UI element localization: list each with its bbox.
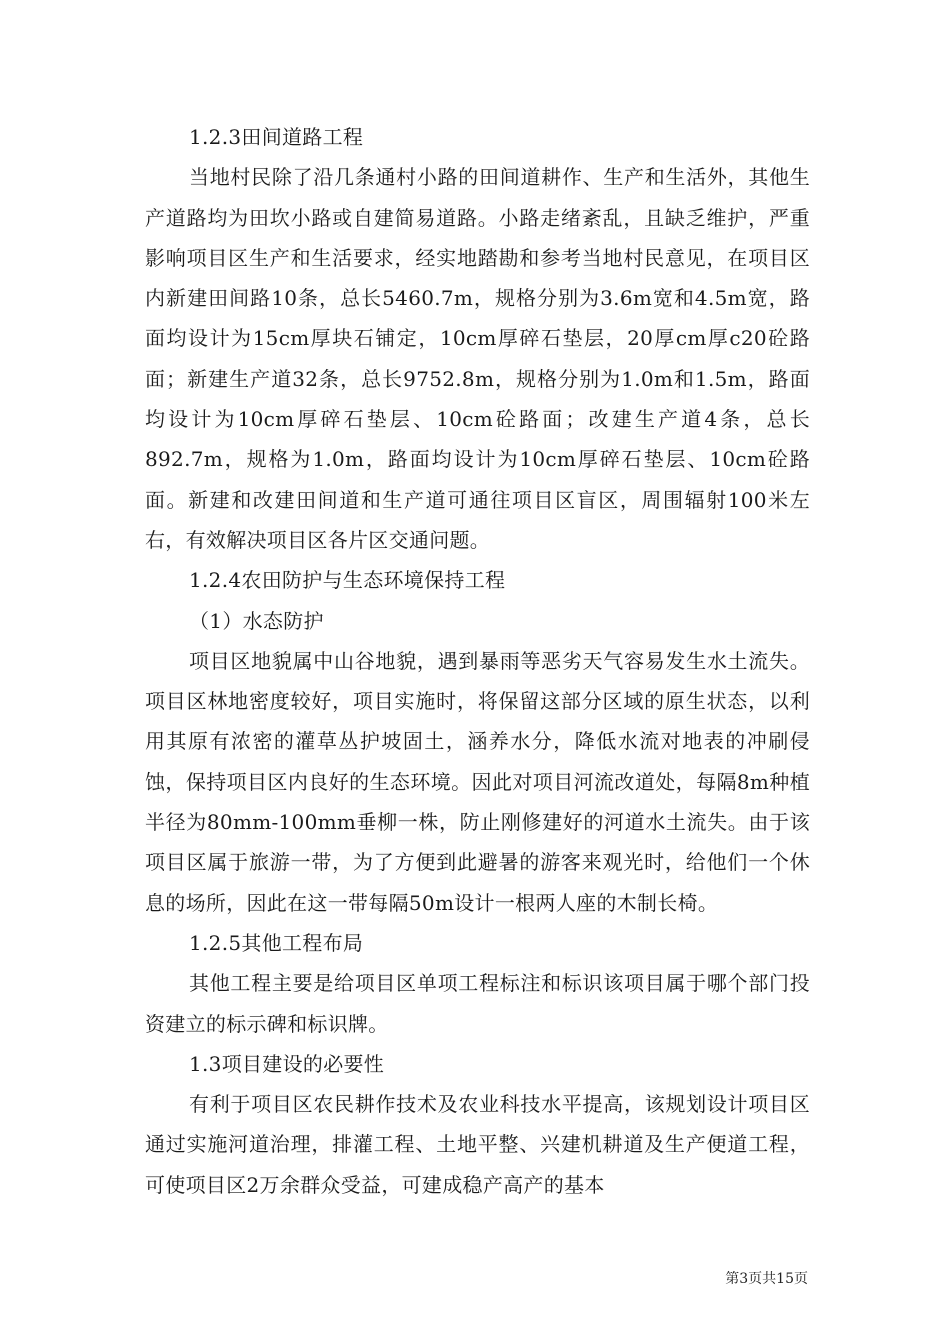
paragraph-necessity: 有利于项目区农民耕作技术及农业科技水平提高，该规划设计项目区通过实施河道治理，排灌工程、土地平整、兴建机耕道及生产便道工程，可使项目区2万余群众受益，可建成稳产高产的基本 [145,1092,810,1197]
section-heading-1-3: 1.3项目建设的必要性 [189,1051,385,1076]
paragraph-water-protection: 项目区地貌属中山谷地貌，遇到暴雨等恶劣天气容易发生水土流失。项目区林地密度较好，项目实施时，将保留这部分区域的原生状态，以利用其原有浓密的灌草丛护坡固土，涵养水分，降低水流对地表的冲刷侵蚀，保持项目区内良好的生态环境。因此对项目河流改道处，每隔8m种植半径为80mm-100mm垂柳一株，防止刚修建好的河道水土流失。由于该项目区属于旅游一带，为了方便到此避暑的游客来观光时，给他们一个休息的场所，因此在这一带每隔50m设计一根两人座的木制长椅。 [145,648,810,915]
section-heading-1-2-5: 1.2.5其他工程布局 [189,930,364,955]
document-body [145,117,810,1205]
section-heading-1-2-4: 1.2.4农田防护与生态环境保持工程 [189,568,506,593]
page-number-footer: 第3页共15页 [725,1271,808,1287]
subsection-heading-water-protection: （1）水态防护 [189,608,324,633]
paragraph-other-works: 其他工程主要是给项目区单项工程标注和标识该项目属于哪个部门投资建立的标示碑和标识牌。 [145,971,810,1036]
paragraph-field-roads: 当地村民除了沿几条通村小路的田间道耕作、生产和生活外，其他生产道路均为田坎小路或自建简易道路。小路走绪紊乱，且缺乏维护，严重影响项目区生产和生活要求，经实地踏勘和参考当地村民意见，在项目区内新建田间路10条，总长5460.7m，规格分别为3.6m宽和4.5m宽，路面均设计为15cm厚块石铺定，10cm厚碎石垫层，20厚cm厚c20砼路面；新建生产道32条，总长9752.8m，规格分别为1.0m和1.5m，路面均设计为10cm厚碎石垫层、10cm砼路面；改建生产道4条，总长892.7m，规格为1.0m，路面均设计为10cm厚碎石垫层、10cm砼路面。新建和改建田间道和生产道可通往项目区盲区，周围辐射100米左右，有效解决项目区各片区交通问题。 [145,165,810,552]
section-heading-1-2-3: 1.2.3田间道路工程 [189,125,364,149]
